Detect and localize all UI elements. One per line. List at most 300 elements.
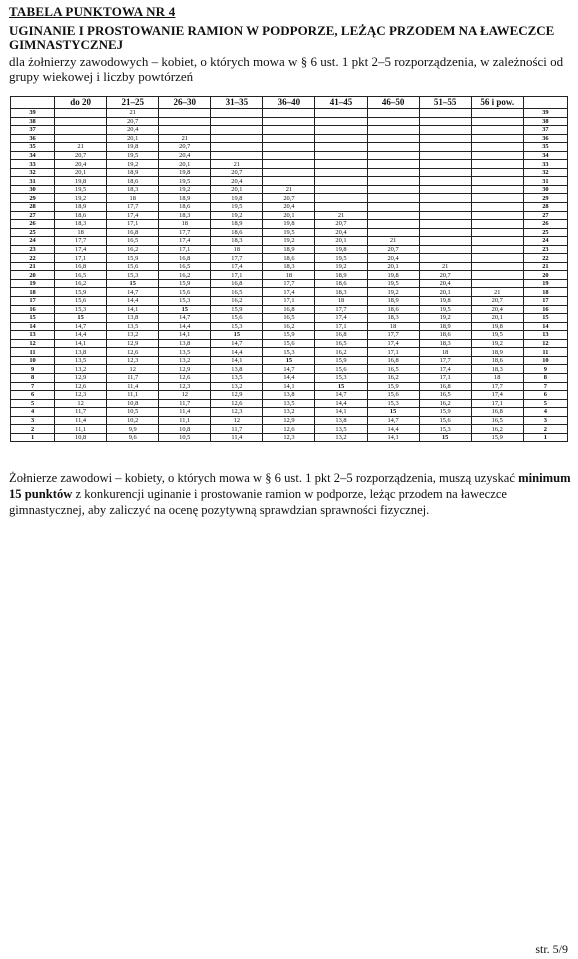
points-cell: 21: [11, 262, 55, 271]
score-cell: 15,9: [263, 331, 315, 340]
score-cell: 14,4: [263, 373, 315, 382]
score-cell: [263, 126, 315, 135]
table-row: [11, 348, 568, 357]
score-cell: 19,5: [55, 185, 107, 194]
score-cell: 14,7: [211, 339, 263, 348]
score-cell: [315, 177, 367, 186]
points-cell: 37: [11, 126, 55, 135]
score-cell: 14,1: [263, 382, 315, 391]
score-cell: [211, 134, 263, 143]
points-cell: 16: [11, 305, 55, 314]
points-cell: 2: [11, 425, 55, 434]
score-cell: 18: [471, 373, 523, 382]
points-cell: 9: [11, 365, 55, 374]
score-cell: 17,7: [55, 237, 107, 246]
score-cell: 20,4: [315, 228, 367, 237]
score-cell: [211, 109, 263, 118]
table-row: [11, 237, 568, 246]
table-row: [11, 322, 568, 331]
score-cell: 19,5: [419, 305, 471, 314]
score-cell: 12: [159, 391, 211, 400]
score-cell: [263, 160, 315, 169]
points-cell: 1: [11, 433, 55, 442]
points-cell: 18: [523, 288, 567, 297]
points-cell: 28: [11, 203, 55, 212]
score-cell: 18,3: [367, 314, 419, 323]
points-cell: 20: [523, 271, 567, 280]
score-cell: 12: [107, 365, 159, 374]
score-cell: 12,9: [263, 416, 315, 425]
score-cell: 21: [419, 262, 471, 271]
score-cell: 21: [315, 211, 367, 220]
score-cell: 16,2: [211, 297, 263, 306]
points-cell: 36: [523, 134, 567, 143]
score-cell: 13,5: [263, 399, 315, 408]
table-row: [11, 288, 568, 297]
score-cell: 11,1: [55, 425, 107, 434]
score-cell: 20,4: [55, 160, 107, 169]
score-cell: [419, 254, 471, 263]
points-cell: 5: [11, 399, 55, 408]
score-cell: 21: [211, 160, 263, 169]
points-cell: 12: [11, 339, 55, 348]
points-cell: 14: [11, 322, 55, 331]
score-cell: [471, 228, 523, 237]
score-cell: 16,5: [211, 288, 263, 297]
score-cell: 13,5: [107, 322, 159, 331]
score-cell: 16,2: [55, 279, 107, 288]
score-cell: 20,7: [315, 220, 367, 229]
score-cell: 18,9: [471, 348, 523, 357]
footnote-text-end: z konkurencji uginanie i prostowanie ramion w podporze, leżąc przodem na ławeczce gimnastycznej, aby zaliczyć na ocenę pozytywną sprawdzian sprawności fizycznej.: [9, 487, 508, 517]
points-cell: 16: [523, 305, 567, 314]
score-cell: [471, 254, 523, 263]
score-cell: 19,5: [159, 177, 211, 186]
score-cell: 15,6: [315, 365, 367, 374]
score-cell: 13,2: [315, 433, 367, 442]
score-cell: 18,9: [55, 203, 107, 212]
score-cell: 15,9: [159, 279, 211, 288]
points-cell: 17: [11, 297, 55, 306]
points-cell: 35: [11, 143, 55, 152]
score-cell: [367, 143, 419, 152]
points-cell: 33: [523, 160, 567, 169]
score-cell: 16,8: [419, 382, 471, 391]
score-cell: [471, 126, 523, 135]
score-cell: 18,6: [107, 177, 159, 186]
score-cell: 14,1: [315, 408, 367, 417]
score-cell: 14,1: [55, 339, 107, 348]
score-cell: 17,7: [159, 228, 211, 237]
score-cell: 18,9: [419, 322, 471, 331]
score-cell: [419, 220, 471, 229]
points-cell: 26: [11, 220, 55, 229]
points-cell: 27: [11, 211, 55, 220]
score-cell: 18,9: [263, 245, 315, 254]
points-cell: 2: [523, 425, 567, 434]
score-cell: 19,2: [419, 314, 471, 323]
score-cell: 18: [315, 297, 367, 306]
table-row: [11, 211, 568, 220]
score-cell: 13,5: [55, 356, 107, 365]
score-cell: 12,6: [55, 382, 107, 391]
score-cell: 16,5: [419, 391, 471, 400]
points-cell: 35: [523, 143, 567, 152]
score-cell: 15,6: [419, 416, 471, 425]
score-cell: 15,6: [263, 339, 315, 348]
points-cell: 10: [11, 356, 55, 365]
score-cell: 15,6: [367, 391, 419, 400]
score-cell: [315, 126, 367, 135]
score-cell: 12,3: [211, 408, 263, 417]
score-cell: 18: [211, 245, 263, 254]
score-cell: [419, 117, 471, 126]
page-number: str. 5/9: [535, 942, 568, 956]
points-cell: 22: [11, 254, 55, 263]
points-cell: 12: [523, 339, 567, 348]
points-cell: 3: [523, 416, 567, 425]
points-cell: 24: [11, 237, 55, 246]
score-cell: 12,9: [159, 365, 211, 374]
points-cell: 21: [523, 262, 567, 271]
score-cell: 9,6: [107, 433, 159, 442]
column-header: 36–40: [263, 97, 315, 109]
points-cell: 24: [523, 237, 567, 246]
score-cell: 17,4: [55, 245, 107, 254]
score-cell: 18,3: [159, 211, 211, 220]
score-cell: 20,1: [211, 185, 263, 194]
points-cell: 30: [523, 185, 567, 194]
points-cell: 39: [523, 109, 567, 118]
table-row: [11, 117, 568, 126]
points-cell: 33: [11, 160, 55, 169]
score-cell: 17,7: [471, 382, 523, 391]
column-header: 51–55: [419, 97, 471, 109]
score-cell: 17,4: [471, 391, 523, 400]
points-cell: 39: [11, 109, 55, 118]
score-cell: 18: [263, 271, 315, 280]
score-cell: 11,4: [159, 408, 211, 417]
score-cell: 18,6: [471, 356, 523, 365]
footnote-text-start: Żołnierze zawodowi – kobiety, o których mowa w § 6 ust. 1 pkt 2–5 rozporządzenia, muszą uzyskać: [9, 471, 519, 485]
table-row: [11, 305, 568, 314]
score-cell: 15: [263, 356, 315, 365]
table-row: [11, 143, 568, 152]
score-cell: [263, 143, 315, 152]
score-cell: 16,8: [159, 254, 211, 263]
score-cell: 16,5: [263, 314, 315, 323]
score-cell: 18,3: [263, 262, 315, 271]
score-cell: 18,9: [211, 220, 263, 229]
footnote-emphasis: minimum 15 punktów: [9, 471, 571, 501]
score-cell: 15,3: [367, 399, 419, 408]
table-row: [11, 408, 568, 417]
score-cell: [263, 117, 315, 126]
score-cell: 15: [55, 314, 107, 323]
score-cell: 12: [211, 416, 263, 425]
score-cell: 20,7: [367, 245, 419, 254]
points-cell: 19: [11, 279, 55, 288]
score-cell: 10,8: [55, 433, 107, 442]
table-row: [11, 109, 568, 118]
points-cell: 25: [523, 228, 567, 237]
score-cell: 20,7: [263, 194, 315, 203]
score-cell: [367, 160, 419, 169]
score-cell: 20,4: [471, 305, 523, 314]
score-cell: 15,3: [315, 373, 367, 382]
table-body: [11, 109, 568, 442]
score-cell: [471, 245, 523, 254]
score-cell: [419, 194, 471, 203]
score-cell: 15,9: [315, 356, 367, 365]
score-cell: 20,1: [55, 168, 107, 177]
score-cell: 14,7: [263, 365, 315, 374]
score-cell: 15,3: [419, 425, 471, 434]
score-cell: 18,9: [107, 168, 159, 177]
score-cell: [367, 168, 419, 177]
score-cell: 17,4: [419, 365, 471, 374]
score-cell: 15: [419, 433, 471, 442]
points-cell: 6: [11, 391, 55, 400]
score-cell: 12: [55, 399, 107, 408]
score-cell: 12,6: [211, 399, 263, 408]
column-header: do 20: [55, 97, 107, 109]
score-cell: 20,1: [159, 160, 211, 169]
score-cell: 18: [419, 348, 471, 357]
score-cell: 18,3: [211, 237, 263, 246]
column-header: 41–45: [315, 97, 367, 109]
points-cell: 26: [523, 220, 567, 229]
score-cell: [367, 126, 419, 135]
score-cell: 15,9: [55, 288, 107, 297]
score-cell: 17,1: [315, 322, 367, 331]
score-cell: [419, 245, 471, 254]
score-cell: 18: [55, 228, 107, 237]
score-cell: 16,5: [55, 271, 107, 280]
score-cell: 20,7: [419, 271, 471, 280]
score-cell: [471, 203, 523, 212]
column-header: [11, 97, 55, 109]
score-cell: 18,6: [419, 331, 471, 340]
score-cell: 16,2: [367, 373, 419, 382]
points-cell: 38: [11, 117, 55, 126]
score-cell: [367, 109, 419, 118]
score-cell: 11,4: [211, 433, 263, 442]
score-cell: 21: [159, 134, 211, 143]
score-cell: 16,2: [471, 425, 523, 434]
points-cell: 28: [523, 203, 567, 212]
table-row: [11, 271, 568, 280]
table-row: [11, 185, 568, 194]
points-cell: 8: [11, 373, 55, 382]
score-cell: 14,4: [211, 348, 263, 357]
score-cell: 11,4: [107, 382, 159, 391]
score-cell: 17,7: [367, 331, 419, 340]
score-cell: 14,4: [107, 297, 159, 306]
score-cell: 15,3: [107, 271, 159, 280]
score-cell: 15: [211, 331, 263, 340]
score-cell: 20,7: [159, 143, 211, 152]
points-cell: 19: [523, 279, 567, 288]
score-cell: 11,1: [159, 416, 211, 425]
score-cell: 19,2: [471, 339, 523, 348]
score-cell: 15: [159, 305, 211, 314]
score-cell: [419, 143, 471, 152]
score-cell: 20,7: [471, 297, 523, 306]
score-cell: [367, 211, 419, 220]
score-cell: 17,4: [159, 237, 211, 246]
score-cell: 16,8: [315, 331, 367, 340]
score-cell: 20,1: [263, 211, 315, 220]
score-cell: [471, 194, 523, 203]
score-cell: 20,7: [55, 151, 107, 160]
score-cell: 20,4: [107, 126, 159, 135]
points-cell: 11: [11, 348, 55, 357]
score-cell: 17,4: [367, 339, 419, 348]
score-cell: 21: [367, 237, 419, 246]
score-cell: 19,8: [211, 194, 263, 203]
score-cell: 19,8: [471, 322, 523, 331]
score-cell: [159, 117, 211, 126]
score-cell: [471, 211, 523, 220]
column-header: 31–35: [211, 97, 263, 109]
score-cell: 12,9: [55, 373, 107, 382]
score-cell: [55, 134, 107, 143]
score-cell: 18,3: [315, 288, 367, 297]
score-cell: 18,6: [211, 228, 263, 237]
points-cell: 32: [523, 168, 567, 177]
table-row: [11, 220, 568, 229]
table-row: [11, 331, 568, 340]
table-row: [11, 425, 568, 434]
points-cell: 38: [523, 117, 567, 126]
points-cell: 23: [11, 245, 55, 254]
table-row: [11, 391, 568, 400]
score-cell: 17,1: [263, 297, 315, 306]
score-cell: 15,3: [263, 348, 315, 357]
points-cell: 3: [11, 416, 55, 425]
score-cell: 18: [367, 322, 419, 331]
table-row: [11, 297, 568, 306]
score-cell: 14,7: [55, 322, 107, 331]
table-row: [11, 126, 568, 135]
points-cell: 36: [11, 134, 55, 143]
score-cell: [419, 185, 471, 194]
table-title: TABELA PUNKTOWA NR 4: [9, 4, 176, 19]
score-cell: 11,7: [159, 399, 211, 408]
score-cell: 13,2: [107, 331, 159, 340]
score-cell: 15,3: [55, 305, 107, 314]
score-cell: 19,2: [263, 237, 315, 246]
exercise-heading: UGINANIE I PROSTOWANIE RAMION W PODPORZE, LEŻĄC PRZODEM NA ŁAWECZCE GIMNASTYCZNEJ: [9, 23, 555, 52]
points-cell: 34: [11, 151, 55, 160]
footnote: [9, 470, 571, 518]
score-cell: 18,6: [55, 211, 107, 220]
score-cell: [471, 109, 523, 118]
score-cell: 17,1: [419, 373, 471, 382]
score-cell: 13,2: [211, 382, 263, 391]
score-cell: 20,1: [471, 314, 523, 323]
score-cell: 12,9: [107, 339, 159, 348]
table-row: [11, 339, 568, 348]
score-cell: 14,1: [367, 433, 419, 442]
score-cell: 13,8: [263, 391, 315, 400]
points-cell: 31: [11, 177, 55, 186]
points-cell: 29: [11, 194, 55, 203]
score-cell: 18,6: [263, 254, 315, 263]
score-cell: 17,1: [471, 399, 523, 408]
table-row: [11, 203, 568, 212]
score-cell: 13,2: [263, 408, 315, 417]
score-cell: 16,8: [263, 305, 315, 314]
points-cell: 25: [11, 228, 55, 237]
table-row: [11, 228, 568, 237]
score-cell: 19,8: [315, 245, 367, 254]
score-cell: 21: [107, 109, 159, 118]
score-cell: 19,2: [211, 211, 263, 220]
score-cell: [315, 151, 367, 160]
table-row: [11, 254, 568, 263]
score-cell: [211, 117, 263, 126]
score-cell: 19,8: [419, 297, 471, 306]
score-cell: [315, 117, 367, 126]
table-row: [11, 356, 568, 365]
score-cell: 20,4: [211, 177, 263, 186]
score-cell: 15: [315, 382, 367, 391]
score-cell: 11,4: [55, 416, 107, 425]
score-cell: 10,5: [159, 433, 211, 442]
score-cell: 10,5: [107, 408, 159, 417]
score-cell: 10,8: [107, 399, 159, 408]
score-cell: [315, 185, 367, 194]
score-cell: 15,6: [211, 314, 263, 323]
score-cell: [211, 151, 263, 160]
score-cell: 12,3: [159, 382, 211, 391]
score-cell: 11,7: [211, 425, 263, 434]
score-cell: 16,2: [107, 245, 159, 254]
points-cell: 8: [523, 373, 567, 382]
score-cell: 14,7: [315, 391, 367, 400]
score-cell: 18,3: [419, 339, 471, 348]
points-cell: 4: [11, 408, 55, 417]
score-cell: [263, 177, 315, 186]
score-cell: 19,5: [107, 151, 159, 160]
score-cell: 13,2: [159, 356, 211, 365]
score-cell: 19,8: [367, 271, 419, 280]
table-row: [11, 194, 568, 203]
points-cell: 11: [523, 348, 567, 357]
score-cell: 14,7: [367, 416, 419, 425]
score-cell: 13,8: [159, 339, 211, 348]
score-cell: 20,4: [159, 151, 211, 160]
score-cell: 20,1: [315, 237, 367, 246]
score-cell: 18,9: [159, 194, 211, 203]
score-cell: 16,5: [471, 416, 523, 425]
score-cell: [367, 228, 419, 237]
score-cell: 13,8: [315, 416, 367, 425]
score-cell: [471, 271, 523, 280]
score-cell: 15: [367, 408, 419, 417]
score-cell: 18: [107, 194, 159, 203]
score-cell: 18,3: [107, 185, 159, 194]
score-cell: 17,7: [419, 356, 471, 365]
score-cell: 17,4: [263, 288, 315, 297]
score-cell: 15,6: [55, 297, 107, 306]
points-cell: 4: [523, 408, 567, 417]
score-cell: 19,5: [211, 203, 263, 212]
score-cell: 20,1: [419, 288, 471, 297]
score-cell: 19,2: [107, 160, 159, 169]
